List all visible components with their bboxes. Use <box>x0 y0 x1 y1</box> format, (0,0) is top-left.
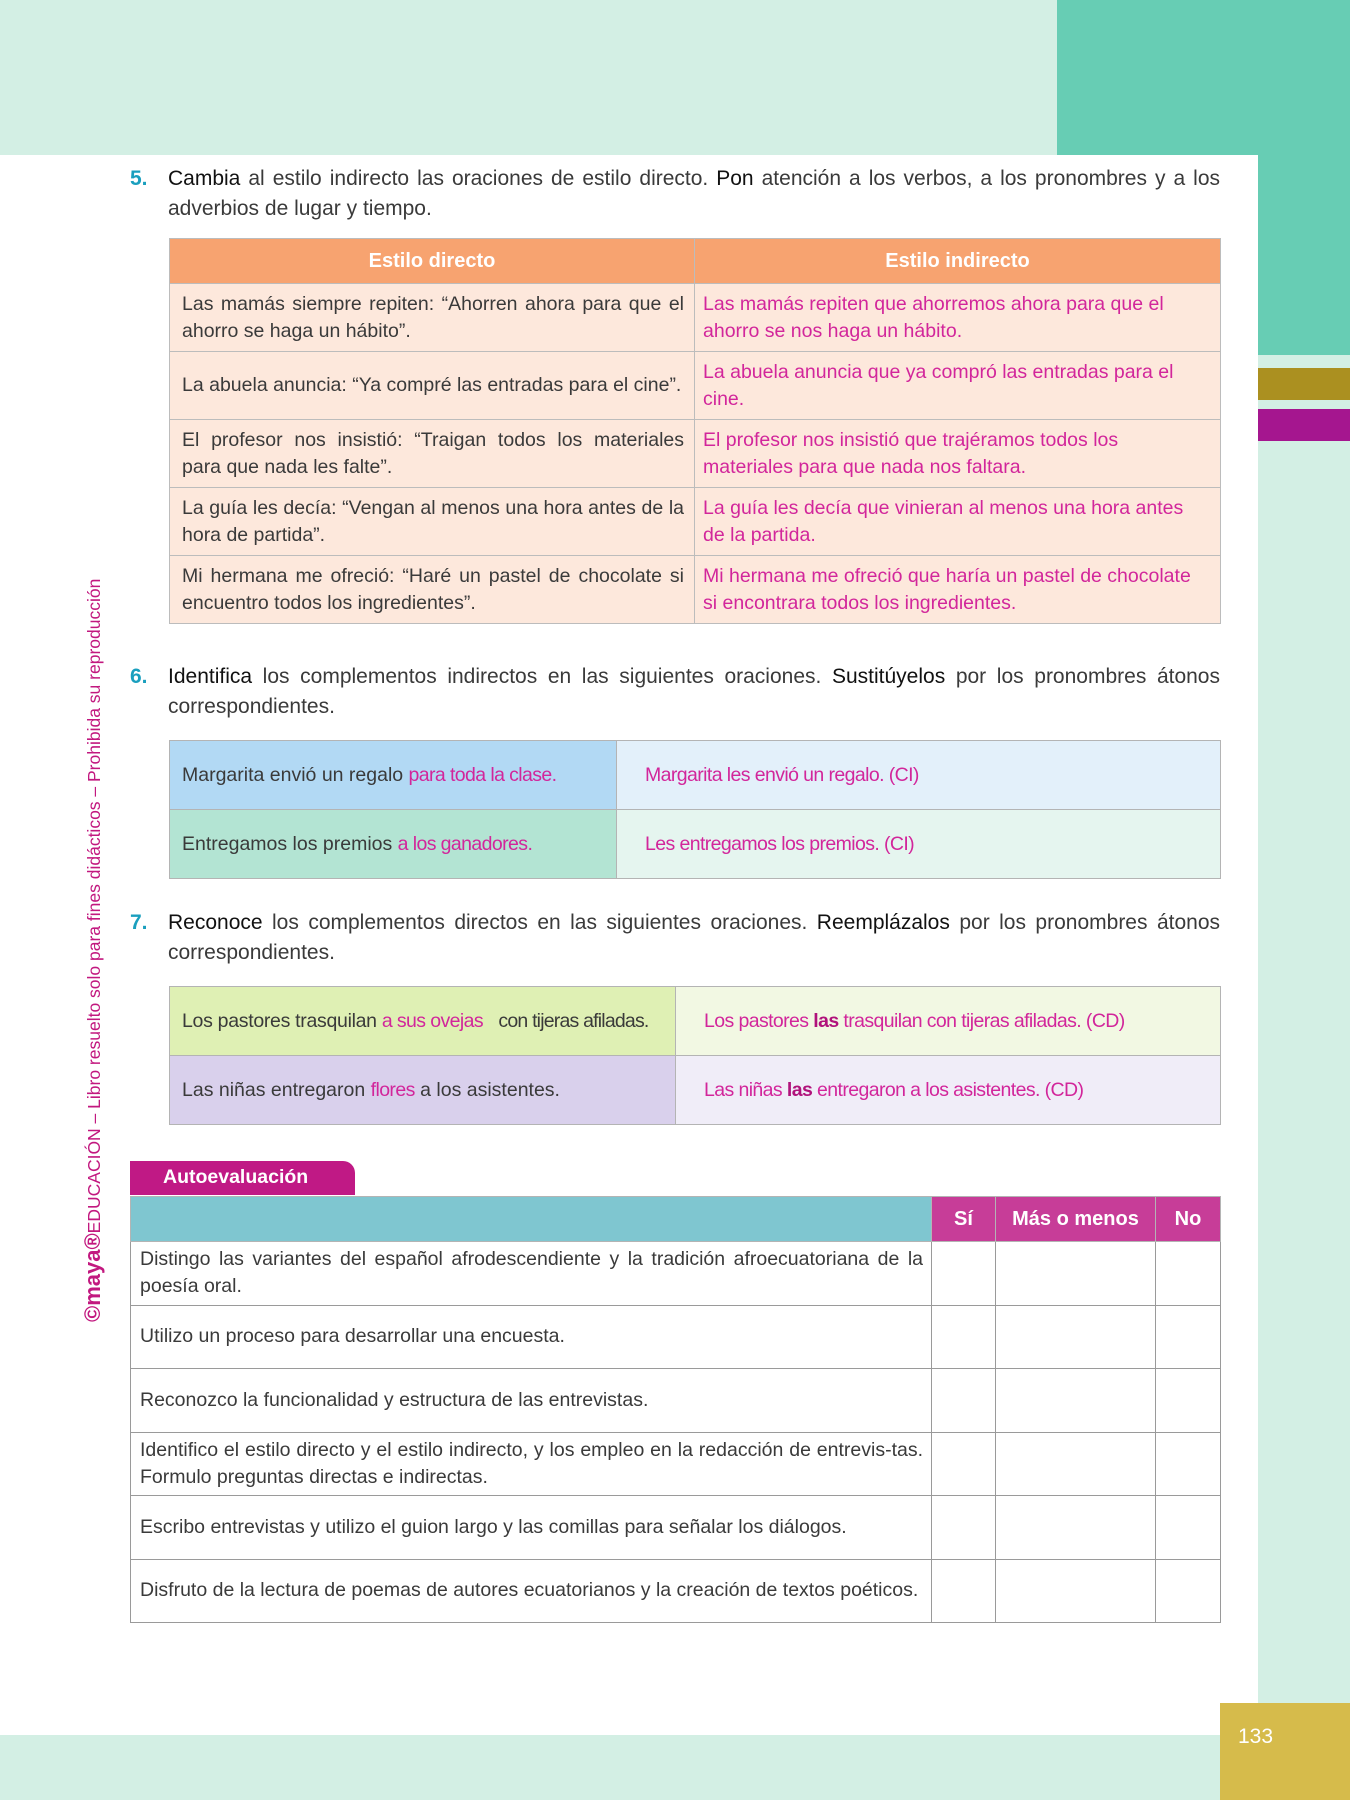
header-estilo-indirecto: Estilo indirecto <box>695 239 1221 284</box>
sentence-text: con tijeras afiladas. <box>498 1009 649 1032</box>
exercise-7-verb-1: Reconoce <box>168 911 263 934</box>
checkbox-no[interactable] <box>1156 1559 1221 1623</box>
sentence-text: a los asistentes. <box>414 1078 560 1101</box>
answer-text: Los pastores <box>704 1009 814 1032</box>
exercise-5-text-1: al estilo indirecto las oraciones de estilo directo. <box>240 167 717 190</box>
table-row <box>170 741 1221 810</box>
table-row <box>170 556 1221 624</box>
answer-cell: Margarita les envió un regalo. (CI) <box>617 741 1221 810</box>
direct-sentence: Las mamás siempre repiten: “Ahorren ahora para que el ahorro se haga un hábito”. <box>170 284 695 352</box>
autoevaluacion-title: Autoevaluación <box>130 1161 355 1195</box>
indirect-answer: Las mamás repiten que ahorremos ahora para que el ahorro se nos haga un hábito. <box>695 284 1221 352</box>
sentence-cell <box>170 741 617 810</box>
criterion-text: Escribo entrevistas y utilizo el guion largo y las comillas para señalar los diálogos. <box>131 1496 932 1560</box>
answer-text: trasquilan con tijeras afiladas. (CD) <box>838 1009 1125 1032</box>
table-row <box>131 1242 1221 1306</box>
page-number: 133 <box>1220 1703 1350 1800</box>
checkbox-no[interactable] <box>1156 1496 1221 1560</box>
exercise-6-table <box>169 740 1221 879</box>
exercise-7-text-1: los complementos directos en las siguientes oraciones. <box>262 911 817 934</box>
checkbox-si[interactable] <box>932 1242 996 1306</box>
table-row <box>170 284 1221 352</box>
table-row <box>131 1305 1221 1369</box>
exercise-6-verb-1: Identifica <box>168 665 253 688</box>
table-row <box>170 352 1221 420</box>
table-row <box>131 1559 1221 1623</box>
sentence-text: Margarita envió un regalo <box>182 763 409 786</box>
exercise-7-text-2: por los pronombres átonos correspondientes. <box>168 911 1220 964</box>
autoevaluacion-table <box>130 1196 1221 1623</box>
indirect-answer: La abuela anuncia que ya compró las entradas para el cine. <box>695 352 1221 420</box>
exercise-6-instruction <box>130 662 1220 722</box>
exercise-7-verb-2: Reemplázalos <box>816 911 950 934</box>
indirect-complement: a los ganadores. <box>397 832 533 855</box>
table-row <box>170 420 1221 488</box>
table-row <box>131 1432 1221 1496</box>
criterion-text: Disfruto de la lectura de poemas de autores ecuatorianos y la creación de textos poéticos. <box>131 1559 932 1623</box>
checkbox-mas-o-menos[interactable] <box>996 1242 1156 1306</box>
direct-sentence: Mi hermana me ofreció: “Haré un pastel de chocolate si encuentro todos los ingredientes”. <box>170 556 695 624</box>
direct-sentence: La abuela anuncia: “Ya compré las entradas para el cine”. <box>170 352 695 420</box>
exercise-7-table <box>169 986 1221 1125</box>
checkbox-si[interactable] <box>932 1432 996 1496</box>
table-row <box>170 488 1221 556</box>
answer-cell <box>676 1056 1221 1125</box>
checkbox-si[interactable] <box>932 1496 996 1560</box>
sentence-cell <box>170 1056 676 1125</box>
indirect-complement: para toda la clase. <box>408 763 557 786</box>
exercise-6-number: 6. <box>130 665 148 688</box>
table-row <box>170 1056 1221 1125</box>
answer-cell <box>676 987 1221 1056</box>
header-estilo-directo: Estilo directo <box>170 239 695 284</box>
copyright-note <box>80 482 106 1322</box>
exercise-5-table <box>169 238 1221 624</box>
direct-sentence: La guía les decía: “Vengan al menos una hora antes de la hora de partida”. <box>170 488 695 556</box>
exercise-6-text-1: los complementos indirectos en las siguientes oraciones. <box>252 665 832 688</box>
exercise-7-number: 7. <box>130 911 148 934</box>
sentence-text: Las niñas entregaron <box>182 1078 371 1101</box>
sentence-text: Los pastores trasquilan <box>182 1009 382 1032</box>
exercise-5-number: 5. <box>130 167 148 190</box>
checkbox-si[interactable] <box>932 1305 996 1369</box>
answer-text: Las niñas <box>704 1078 787 1101</box>
autoevaluacion-header-row <box>131 1197 1221 1242</box>
exercise-7-instruction <box>130 908 1220 968</box>
checkbox-no[interactable] <box>1156 1242 1221 1306</box>
option-mas-o-menos: Más o menos <box>996 1197 1156 1242</box>
exercise-5-verb-1: Cambia <box>168 167 241 190</box>
checkbox-mas-o-menos[interactable] <box>996 1432 1156 1496</box>
checkbox-mas-o-menos[interactable] <box>996 1369 1156 1433</box>
exercise-5-text-2: atención a los verbos, a los pronombres y a los adverbios de lugar y tiempo. <box>168 167 1220 220</box>
copyright-text: EDUCACIÓN – Libro resuelto solo para fines didácticos – Prohibida su reproducción <box>84 578 104 1234</box>
checkbox-no[interactable] <box>1156 1369 1221 1433</box>
criterion-text: Distingo las variantes del español afrodescendiente y la tradición afroecuatoriana de la poesía oral. <box>131 1242 932 1306</box>
direct-sentence: El profesor nos insistió: “Traigan todos los materiales para que nada les falte”. <box>170 420 695 488</box>
option-si: Sí <box>932 1197 996 1242</box>
checkbox-mas-o-menos[interactable] <box>996 1496 1156 1560</box>
checkbox-no[interactable] <box>1156 1432 1221 1496</box>
criterion-text: Identifico el estilo directo y el estilo indirecto, y los empleo en la redacción de entrevis-tas. Formulo preguntas directas e indirectas. <box>131 1432 932 1496</box>
table-row <box>131 1496 1221 1560</box>
direct-complement: a sus ovejas <box>381 1009 484 1032</box>
olive-tab-bar <box>1258 368 1350 400</box>
exercise-5-instruction <box>130 164 1220 224</box>
checkbox-si[interactable] <box>932 1369 996 1433</box>
checkbox-mas-o-menos[interactable] <box>996 1559 1156 1623</box>
table-row <box>170 987 1221 1056</box>
exercise-6-text-2: por los pronombres átonos correspondientes. <box>168 665 1220 718</box>
side-strip <box>1258 355 1350 1800</box>
option-no: No <box>1156 1197 1221 1242</box>
exercise-5-verb-2: Pon <box>716 167 754 190</box>
indirect-answer: El profesor nos insistió que trajéramos todos los materiales para que nada nos faltara. <box>695 420 1221 488</box>
publisher-brand: ©maya® <box>80 1233 105 1322</box>
answer-pronoun: las <box>813 1009 839 1032</box>
checkbox-no[interactable] <box>1156 1305 1221 1369</box>
direct-complement: flores <box>370 1078 415 1101</box>
sentence-text: Entregamos los premios <box>182 832 398 855</box>
sentence-cell <box>170 810 617 879</box>
criterion-text: Reconozco la funcionalidad y estructura de las entrevistas. <box>131 1369 932 1433</box>
checkbox-mas-o-menos[interactable] <box>996 1305 1156 1369</box>
bottom-band <box>0 1735 1350 1800</box>
indirect-answer: La guía les decía que vinieran al menos una hora antes de la partida. <box>695 488 1221 556</box>
answer-pronoun: las <box>786 1078 813 1101</box>
exercise-6-verb-2: Sustitúyelos <box>831 665 946 688</box>
answer-text: entregaron a los asistentes. (CD) <box>812 1078 1084 1101</box>
indirect-answer: Mi hermana me ofreció que haría un pastel de chocolate si encontrara todos los ingredientes. <box>695 556 1221 624</box>
criteria-header <box>131 1197 932 1242</box>
magenta-tab-bar <box>1258 409 1350 441</box>
sentence-cell <box>170 987 676 1056</box>
table-header-row <box>170 239 1221 284</box>
table-row <box>131 1369 1221 1433</box>
answer-cell: Les entregamos los premios. (CI) <box>617 810 1221 879</box>
table-row <box>170 810 1221 879</box>
criterion-text: Utilizo un proceso para desarrollar una encuesta. <box>131 1305 932 1369</box>
checkbox-si[interactable] <box>932 1559 996 1623</box>
